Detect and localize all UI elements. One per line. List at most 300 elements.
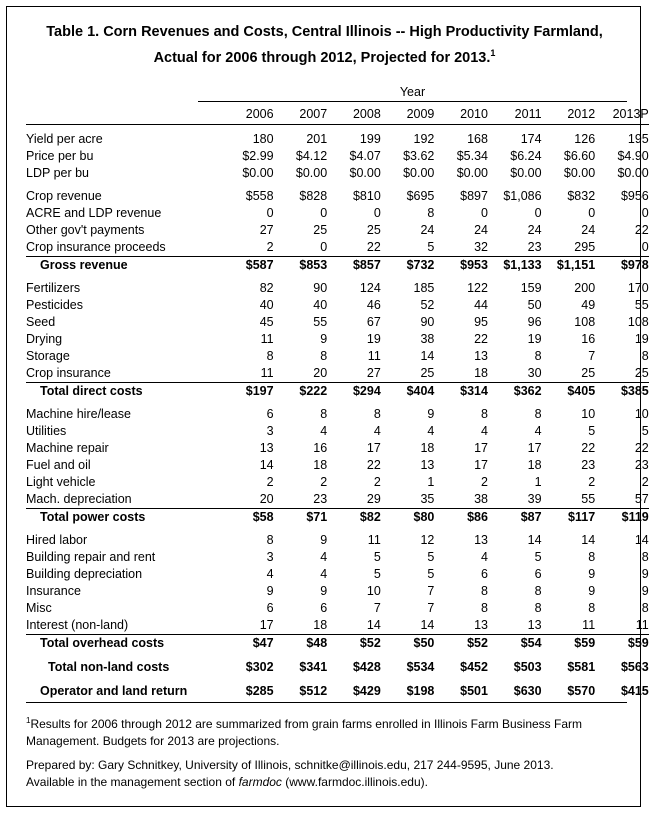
row-label: Other gov't payments <box>26 223 145 237</box>
cell-value: 168 <box>467 132 488 146</box>
cell-value: 13 <box>420 458 435 472</box>
cell-value: 0 <box>588 206 596 220</box>
title-footnote-marker: 1 <box>490 48 496 58</box>
total-row <box>26 509 649 527</box>
cell-value: 55 <box>581 492 596 506</box>
row-label: Yield per acre <box>26 132 103 146</box>
cell-value: $5.34 <box>456 149 488 163</box>
cell-value: 22 <box>634 223 649 237</box>
cell-value: 2 <box>373 475 381 489</box>
cell-value: 8 <box>481 407 488 421</box>
cell-value: $362 <box>488 383 542 401</box>
cell-value: $587 <box>220 257 274 275</box>
row-label: Hired labor <box>26 533 88 547</box>
table-row <box>26 583 649 600</box>
cell-value: 22 <box>474 332 488 346</box>
row-label: Storage <box>26 349 70 363</box>
cell-value: 13 <box>474 618 488 632</box>
cell-value: 8 <box>534 349 542 363</box>
total-nonland-row <box>26 659 649 676</box>
cell-value: 180 <box>252 132 274 146</box>
row-label: Total overhead costs <box>26 635 220 653</box>
cell-value: $810 <box>352 189 381 203</box>
cell-value: 25 <box>366 223 381 237</box>
cell-value: $119 <box>595 509 649 527</box>
data-table <box>26 104 649 700</box>
row-label: Mach. depreciation <box>26 492 132 506</box>
cell-value: 16 <box>313 441 328 455</box>
cell-value: 2 <box>481 475 488 489</box>
row-label: Total power costs <box>26 509 220 527</box>
cell-value: 9 <box>588 567 596 581</box>
cell-value: 2013P <box>595 104 649 125</box>
cell-value: 14 <box>527 533 542 547</box>
cell-value: $1,133 <box>488 257 542 275</box>
total-row <box>26 257 649 275</box>
cell-value: 8 <box>266 349 274 363</box>
cell-value: 20 <box>313 366 328 380</box>
cell-value: 6 <box>266 601 274 615</box>
row-label: Seed <box>26 315 56 329</box>
cell-value: $563 <box>620 660 649 674</box>
cell-value: 2 <box>266 475 274 489</box>
cell-value: $52 <box>434 635 488 653</box>
cell-value: 0 <box>641 206 649 220</box>
cell-value: $6.60 <box>563 149 596 163</box>
cell-value: $302 <box>245 660 274 674</box>
cell-value: 6 <box>534 567 542 581</box>
cell-value: 13 <box>259 441 274 455</box>
cell-value: 40 <box>259 298 274 312</box>
row-label: Fuel and oil <box>26 458 91 472</box>
cell-value: 8 <box>481 584 488 598</box>
cell-value: 55 <box>634 298 649 312</box>
cell-value: 4 <box>373 424 381 438</box>
cell-value: $117 <box>542 509 596 527</box>
cell-value: 201 <box>306 132 328 146</box>
table-row <box>26 406 649 423</box>
cell-value: 8 <box>588 550 596 564</box>
cell-value: 18 <box>527 458 542 472</box>
cell-value: 11 <box>635 618 649 632</box>
cell-value: 11 <box>260 366 274 380</box>
cell-value: 25 <box>313 223 328 237</box>
cell-value: 38 <box>474 492 488 506</box>
cell-value: 4 <box>534 424 542 438</box>
row-label: Pesticides <box>26 298 83 312</box>
cell-value: 8 <box>534 407 542 421</box>
cell-value: 27 <box>259 223 274 237</box>
cell-value: $385 <box>595 383 649 401</box>
cell-value: 67 <box>366 315 381 329</box>
cell-value: $294 <box>327 383 381 401</box>
cell-value: 16 <box>581 332 596 346</box>
prepared-line-2-post: (www.farmdoc.illinois.edu). <box>281 775 428 789</box>
cell-value: 14 <box>259 458 274 472</box>
cell-value: 27 <box>366 366 381 380</box>
row-label: Operator and land return <box>40 684 188 698</box>
cell-value: 8 <box>320 407 328 421</box>
cell-value: 45 <box>259 315 274 329</box>
table-row <box>26 348 649 365</box>
cell-value: 11 <box>260 332 274 346</box>
cell-value: $4.12 <box>295 149 328 163</box>
cell-value: 10 <box>634 407 649 421</box>
cell-value: $222 <box>274 383 328 401</box>
cell-value: 4 <box>320 550 328 564</box>
table-row <box>26 457 649 474</box>
cell-value: 0 <box>320 240 328 254</box>
table-row <box>26 239 649 257</box>
cell-value: 55 <box>313 315 328 329</box>
cell-value: 25 <box>420 366 435 380</box>
prepared-line-1: Prepared by: Gary Schnitkey, University of Illinois, schnitke@illinois.edu, 217 244-9595, June 2013. <box>26 758 554 772</box>
total-row <box>26 383 649 401</box>
table-row <box>26 222 649 239</box>
cell-value: $832 <box>567 189 596 203</box>
cell-value: 82 <box>259 281 274 295</box>
cell-value: 50 <box>527 298 542 312</box>
row-label: Machine hire/lease <box>26 407 131 421</box>
cell-value: 2006 <box>220 104 274 125</box>
cell-value: $82 <box>327 509 381 527</box>
cell-value: 13 <box>527 618 542 632</box>
spacer-row <box>26 652 649 659</box>
cell-value: $58 <box>220 509 274 527</box>
cell-value: $50 <box>381 635 435 653</box>
cell-value: 10 <box>366 584 381 598</box>
cell-value: 2 <box>320 475 328 489</box>
footnote-line-1 <box>26 712 626 733</box>
cell-value: 6 <box>481 567 488 581</box>
cell-value: 3 <box>266 550 274 564</box>
row-label: Insurance <box>26 584 81 598</box>
year-header-row <box>26 104 649 125</box>
prepared-line-2-pre: Available in the management section of <box>26 775 239 789</box>
cell-value: 23 <box>313 492 328 506</box>
row-label: Total direct costs <box>26 383 220 401</box>
cell-value: 8 <box>641 349 649 363</box>
row-label <box>26 104 220 125</box>
cell-value: 19 <box>527 332 542 346</box>
cell-value: 195 <box>627 132 649 146</box>
cell-value: $59 <box>542 635 596 653</box>
cell-value: 4 <box>481 424 488 438</box>
cell-value: 10 <box>581 407 596 421</box>
cell-value: $3.62 <box>403 149 435 163</box>
cell-value: 9 <box>320 584 328 598</box>
cell-value: 57 <box>634 492 649 506</box>
cell-value: 23 <box>634 458 649 472</box>
cell-value: $48 <box>274 635 328 653</box>
cell-value: 185 <box>413 281 435 295</box>
cell-value: 24 <box>474 223 488 237</box>
cell-value: 19 <box>634 332 649 346</box>
cell-value: 11 <box>582 618 596 632</box>
cell-value: 2007 <box>274 104 328 125</box>
footnote-line-2: Management. Budgets for 2013 are projections. <box>26 734 280 748</box>
cell-value: 24 <box>581 223 596 237</box>
cell-value: $630 <box>513 684 542 698</box>
cell-value: 22 <box>634 441 649 455</box>
spacer-row <box>26 676 649 683</box>
table-row <box>26 491 649 509</box>
cell-value: 22 <box>581 441 596 455</box>
cell-value: $0.00 <box>349 166 381 180</box>
cell-value: 7 <box>427 584 435 598</box>
cell-value: 4 <box>266 567 274 581</box>
cell-value: 4 <box>320 424 328 438</box>
footnote-marker: 1 <box>26 716 31 725</box>
cell-value: 7 <box>373 601 381 615</box>
cell-value: 9 <box>641 584 649 598</box>
row-label: Interest (non-land) <box>26 618 129 632</box>
cell-value: $4.07 <box>349 149 381 163</box>
cell-value: 108 <box>627 315 649 329</box>
cell-value: 19 <box>366 332 381 346</box>
row-label: Price per bu <box>26 149 94 163</box>
row-label: ACRE and LDP revenue <box>26 206 162 220</box>
cell-value: 2009 <box>381 104 435 125</box>
cell-value: 18 <box>420 441 435 455</box>
cell-value: 9 <box>641 567 649 581</box>
cell-value: 18 <box>474 366 488 380</box>
cell-value: $857 <box>327 257 381 275</box>
cell-value: $285 <box>245 684 274 698</box>
cell-value: 90 <box>420 315 435 329</box>
cell-value: 2008 <box>327 104 381 125</box>
cell-value: 2010 <box>434 104 488 125</box>
cell-value: 0 <box>320 206 328 220</box>
cell-value: 14 <box>420 349 435 363</box>
cell-value: $732 <box>381 257 435 275</box>
table-title <box>0 22 649 69</box>
cell-value: 2 <box>588 475 596 489</box>
table-row <box>26 617 649 635</box>
cell-value: $0.00 <box>563 166 596 180</box>
cell-value: 0 <box>481 206 488 220</box>
cell-value: $512 <box>299 684 328 698</box>
cell-value: $0.00 <box>617 166 649 180</box>
cell-value: $59 <box>595 635 649 653</box>
table-row <box>26 314 649 331</box>
cell-value: 14 <box>420 618 435 632</box>
cell-value: 2 <box>641 475 649 489</box>
cell-value: $4.90 <box>617 149 649 163</box>
cell-value: $405 <box>542 383 596 401</box>
table-row <box>26 423 649 440</box>
table-row <box>26 532 649 549</box>
row-label: Crop revenue <box>26 189 102 203</box>
cell-value: 24 <box>527 223 542 237</box>
cell-value: $0.00 <box>242 166 274 180</box>
row-label: Misc <box>26 601 52 615</box>
table-bottom-rule <box>26 702 627 703</box>
table-row <box>26 566 649 583</box>
cell-value: 14 <box>634 533 649 547</box>
cell-value: 124 <box>359 281 381 295</box>
cell-value: $47 <box>220 635 274 653</box>
cell-value: 174 <box>520 132 542 146</box>
cell-value: $978 <box>595 257 649 275</box>
row-label: Building repair and rent <box>26 550 156 564</box>
cell-value: 25 <box>581 366 596 380</box>
cell-value: $897 <box>460 189 488 203</box>
cell-value: $0.00 <box>403 166 435 180</box>
cell-value: 17 <box>527 441 542 455</box>
cell-value: 5 <box>641 424 649 438</box>
title-line-1: Table 1. Corn Revenues and Costs, Central Illinois -- High Productivity Farmland, <box>46 24 603 40</box>
row-label: Crop insurance proceeds <box>26 240 166 254</box>
cell-value: 29 <box>366 492 381 506</box>
table-row <box>26 600 649 617</box>
table-row <box>26 474 649 491</box>
cell-value: $0.00 <box>510 166 542 180</box>
cell-value: 38 <box>420 332 435 346</box>
cell-value: $452 <box>460 660 488 674</box>
row-label: Drying <box>26 332 63 346</box>
cell-value: 17 <box>474 441 488 455</box>
year-header-rule <box>198 101 627 102</box>
cell-value: $198 <box>406 684 435 698</box>
cell-value: 9 <box>320 332 328 346</box>
cell-value: 108 <box>574 315 596 329</box>
cell-value: 5 <box>534 550 542 564</box>
cell-value: 170 <box>627 281 649 295</box>
cell-value: 5 <box>427 567 435 581</box>
cell-value: 6 <box>266 407 274 421</box>
cell-value: $6.24 <box>510 149 542 163</box>
cell-value: 49 <box>581 298 596 312</box>
cell-value: $341 <box>299 660 328 674</box>
table-row <box>26 165 649 182</box>
cell-value: 5 <box>427 550 435 564</box>
cell-value: 14 <box>366 618 381 632</box>
cell-value: 6 <box>320 601 328 615</box>
table-row <box>26 280 649 297</box>
cell-value: 1 <box>427 475 435 489</box>
cell-value: $404 <box>381 383 435 401</box>
cell-value: 32 <box>474 240 488 254</box>
cell-value: $695 <box>406 189 435 203</box>
table-row <box>26 188 649 205</box>
cell-value: $558 <box>245 189 274 203</box>
cell-value: 25 <box>634 366 649 380</box>
cell-value: 3 <box>266 424 274 438</box>
cell-value: 8 <box>320 349 328 363</box>
footnote-text-1: Results for 2006 through 2012 are summarized from grain farms enrolled in Illinois Farm Business Farm <box>30 717 583 731</box>
cell-value: $314 <box>434 383 488 401</box>
cell-value: 35 <box>420 492 435 506</box>
cell-value: 8 <box>641 601 649 615</box>
cell-value: 8 <box>641 550 649 564</box>
cell-value: 40 <box>313 298 328 312</box>
cell-value: $0.00 <box>456 166 488 180</box>
row-label: Light vehicle <box>26 475 96 489</box>
cell-value: 18 <box>313 458 328 472</box>
table-row <box>26 440 649 457</box>
cell-value: 46 <box>366 298 381 312</box>
cell-value: 18 <box>313 618 328 632</box>
cell-value: 95 <box>474 315 488 329</box>
cell-value: $429 <box>352 684 381 698</box>
cell-value: 22 <box>366 240 381 254</box>
cell-value: $534 <box>406 660 435 674</box>
cell-value: $428 <box>352 660 381 674</box>
row-label: Crop insurance <box>26 366 111 380</box>
row-label: Machine repair <box>26 441 109 455</box>
cell-value: 2011 <box>488 104 542 125</box>
cell-value: 0 <box>266 206 274 220</box>
cell-value: $197 <box>220 383 274 401</box>
row-label: Gross revenue <box>26 257 220 275</box>
table-row <box>26 205 649 222</box>
cell-value: $953 <box>434 257 488 275</box>
table-row <box>26 331 649 348</box>
cell-value: 17 <box>366 441 381 455</box>
cell-value: $1,151 <box>542 257 596 275</box>
footnote <box>26 712 626 750</box>
cell-value: 22 <box>366 458 381 472</box>
cell-value: 126 <box>574 132 596 146</box>
cell-value: $71 <box>274 509 328 527</box>
cell-value: $570 <box>567 684 596 698</box>
cell-value: 7 <box>588 349 596 363</box>
cell-value: 30 <box>527 366 542 380</box>
cell-value: $87 <box>488 509 542 527</box>
cell-value: 9 <box>320 533 328 547</box>
cell-value: 122 <box>467 281 488 295</box>
cell-value: $80 <box>381 509 435 527</box>
cell-value: 159 <box>520 281 542 295</box>
cell-value: 2 <box>266 240 274 254</box>
cell-value: 52 <box>420 298 435 312</box>
cell-value: 8 <box>266 533 274 547</box>
cell-value: $853 <box>274 257 328 275</box>
table-row <box>26 131 649 148</box>
cell-value: $86 <box>434 509 488 527</box>
year-header: Year <box>399 85 426 99</box>
cell-value: 7 <box>427 601 435 615</box>
cell-value: 23 <box>581 458 596 472</box>
cell-value: 9 <box>266 584 274 598</box>
cell-value: 5 <box>427 240 435 254</box>
prepared-line-2-italic: farmdoc <box>238 775 282 789</box>
cell-value: 90 <box>313 281 328 295</box>
cell-value: 199 <box>359 132 381 146</box>
cell-value: 12 <box>420 533 435 547</box>
title-line-2-text: Actual for 2006 through 2012, Projected for 2013. <box>153 49 491 66</box>
cell-value: 8 <box>427 206 435 220</box>
total-row <box>26 635 649 653</box>
cell-value: 8 <box>534 584 542 598</box>
cell-value: $956 <box>620 189 649 203</box>
table-row <box>26 365 649 383</box>
cell-value: 200 <box>574 281 596 295</box>
cell-value: 9 <box>588 584 596 598</box>
cell-value: 23 <box>527 240 542 254</box>
cell-value: 4 <box>481 550 488 564</box>
table-row <box>26 297 649 314</box>
cell-value: 24 <box>420 223 435 237</box>
cell-value: 1 <box>534 475 542 489</box>
cell-value: $54 <box>488 635 542 653</box>
cell-value: 9 <box>427 407 435 421</box>
cell-value: 0 <box>373 206 381 220</box>
cell-value: 0 <box>534 206 542 220</box>
cell-value: 8 <box>481 601 488 615</box>
cell-value: 14 <box>581 533 596 547</box>
